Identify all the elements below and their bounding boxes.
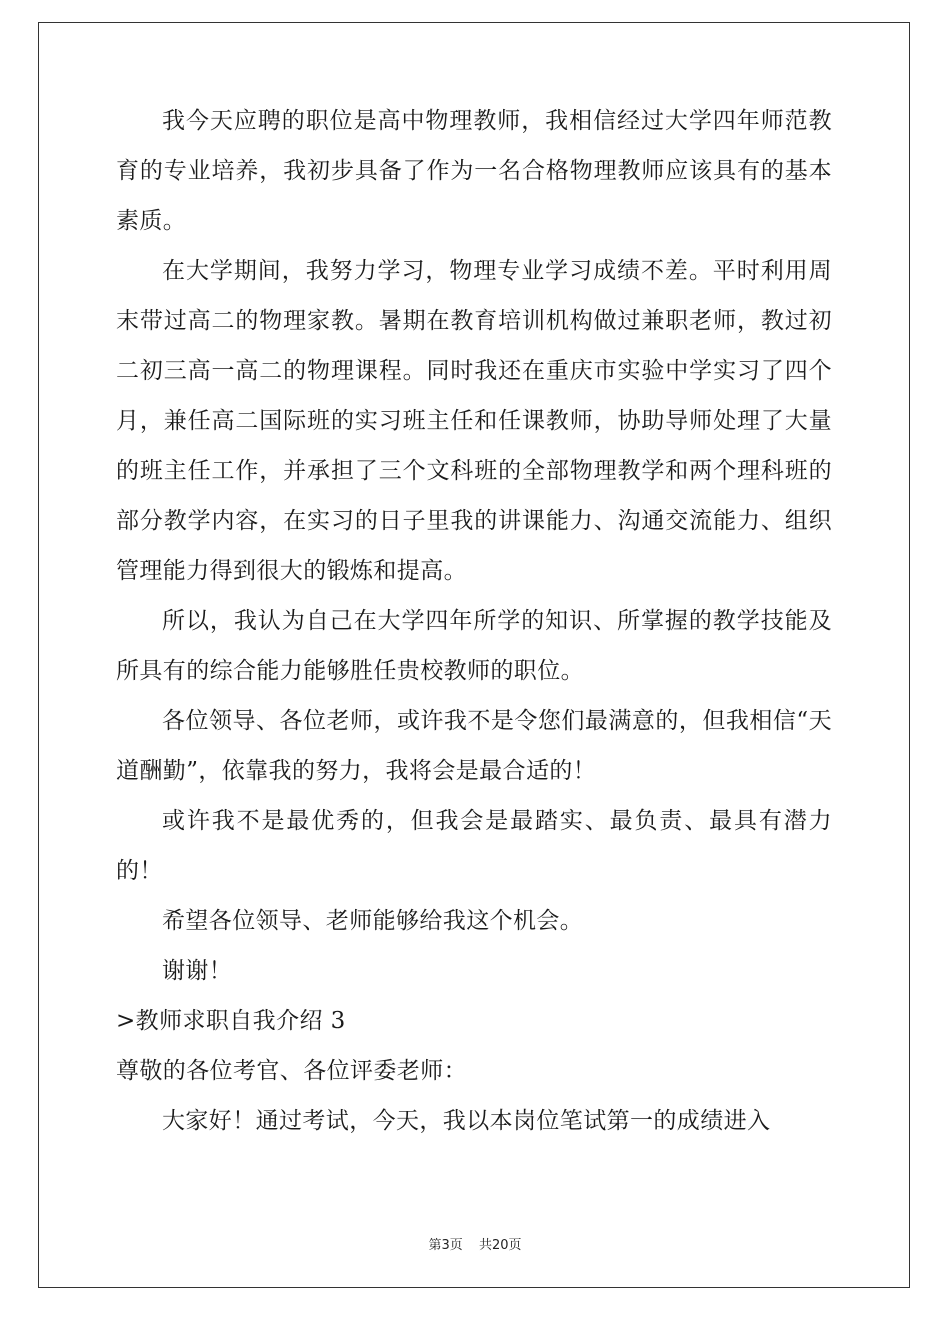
paragraph: 希望各位领导、老师能够给我这个机会。 <box>162 908 584 934</box>
paragraph: 所以，我认为自己在大学四年所学的知识、所掌握的教学技能及所具有的综合能力能够胜任贵校教师的职位。 <box>116 608 832 684</box>
page-number-current: 第3页 <box>428 1238 463 1253</box>
document-body <box>116 96 832 1146</box>
paragraph: 我今天应聘的职位是高中物理教师，我相信经过大学四年师范教育的专业培养，我初步具备了作为一名合格物理教师应该具有的基本素质。 <box>116 108 832 234</box>
paragraph: 谢谢！ <box>162 958 233 984</box>
page-number-total: 共20页 <box>478 1238 522 1253</box>
salutation: 尊敬的各位考官、各位评委老师： <box>116 1058 467 1084</box>
paragraph: 或许我不是最优秀的，但我会是最踏实、最负责、最具有潜力的！ <box>116 808 832 884</box>
paragraph: 大家好！通过考试，今天，我以本岗位笔试第一的成绩进入 <box>162 1108 771 1134</box>
paragraph: 各位领导、各位老师，或许我不是令您们最满意的，但我相信“天道酬勤”，依靠我的努力，我将会是最合适的！ <box>116 708 832 784</box>
paragraph: 在大学期间，我努力学习，物理专业学习成绩不差。平时利用周末带过高二的物理家教。暑期在教育培训机构做过兼职老师，教过初二初三高一高二的物理课程。同时我还在重庆市实验中学实习了四个月，兼任高二国际班的实习班主任和任课教师，协助导师处理了大量的班主任工作，并承担了三个文科班的全部物理教学和两个理科班的部分教学内容，在实习的日子里我的讲课能力、沟通交流能力、组织管理能力得到很大的锻炼和提高。 <box>116 258 832 584</box>
page-footer <box>0 1234 950 1253</box>
section-heading: >教师求职自我介绍 3 <box>116 1008 346 1034</box>
